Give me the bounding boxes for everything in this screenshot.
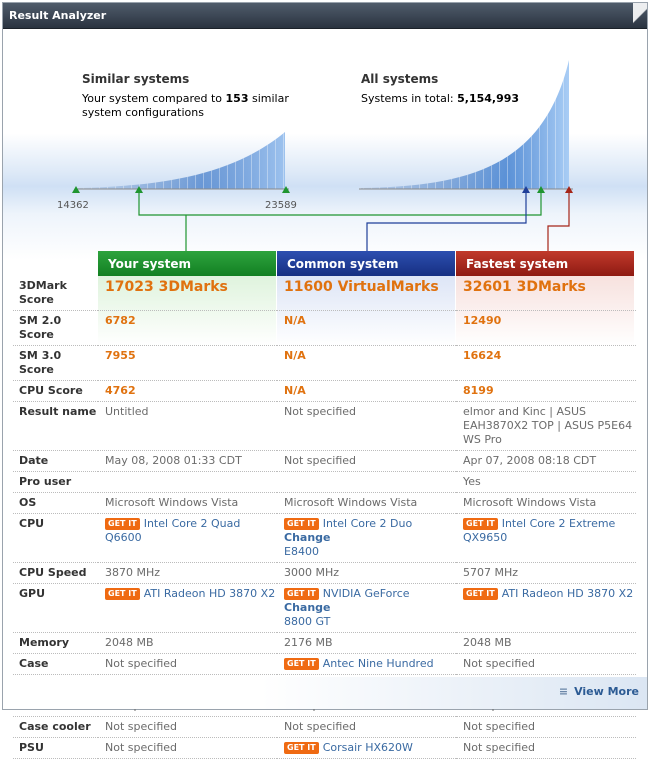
table-row xyxy=(13,402,636,451)
row-label: CPU xyxy=(13,514,98,563)
common-psu-link[interactable]: Corsair HX620W xyxy=(322,741,413,754)
fastest-pro-user: Yes xyxy=(456,472,636,493)
list-lines-icon: ≡ xyxy=(558,685,569,698)
change-gpu-link[interactable]: Change xyxy=(284,601,331,614)
table-row xyxy=(13,381,636,402)
change-cpu-link[interactable]: Change xyxy=(284,531,331,544)
row-label: Case xyxy=(13,654,98,675)
common-os: Microsoft Windows Vista xyxy=(277,493,456,514)
fastest-os: Microsoft Windows Vista xyxy=(456,493,636,514)
get-it-button[interactable]: GET IT xyxy=(284,658,319,670)
row-label: SM 3.0 Score xyxy=(13,346,98,381)
similar-max-label: 23589 xyxy=(265,200,297,211)
distribution-curves xyxy=(3,30,649,260)
window-title: Result Analyzer xyxy=(9,9,107,22)
common-sm2: N/A xyxy=(277,311,456,346)
all-systems-count: 5,154,993 xyxy=(457,92,520,105)
table-row xyxy=(13,493,636,514)
table-row xyxy=(13,472,636,493)
fastest-system-marker xyxy=(548,190,569,252)
your-score: 17023 3DMarks xyxy=(98,276,277,311)
your-cpu-speed: 3870 MHz xyxy=(98,563,277,584)
fastest-date: Apr 07, 2008 08:18 CDT xyxy=(456,451,636,472)
view-more-label: View More xyxy=(574,685,639,698)
row-label: OS xyxy=(13,493,98,514)
get-it-button[interactable]: GET IT xyxy=(284,742,319,754)
fastest-gpu-cell xyxy=(456,584,636,633)
your-cpu-score: 4762 xyxy=(98,381,277,402)
common-cpu-speed: 3000 MHz xyxy=(277,563,456,584)
corner-fold-icon xyxy=(633,3,647,29)
your-date: May 08, 2008 01:33 CDT xyxy=(98,451,277,472)
row-label: PSU xyxy=(13,738,98,759)
get-it-button[interactable]: GET IT xyxy=(463,588,498,600)
similar-count: 153 xyxy=(225,92,249,105)
your-psu: Not specified xyxy=(98,738,277,759)
common-cpu-link[interactable]: Intel Core 2 Duo xyxy=(322,517,413,530)
view-more-link[interactable] xyxy=(559,685,639,698)
row-label: Result name xyxy=(13,402,98,451)
row-label: CPU Speed xyxy=(13,563,98,584)
your-os: Microsoft Windows Vista xyxy=(98,493,277,514)
your-gpu-cell xyxy=(98,584,277,633)
similar-systems-line1: Your system compared to 153 similar xyxy=(82,92,289,105)
table-row xyxy=(13,584,636,633)
common-system-marker xyxy=(367,190,526,252)
similar-systems-heading: Similar systems xyxy=(82,72,190,86)
similar-systems-line2: system configurations xyxy=(82,106,204,119)
get-it-button[interactable]: GET IT xyxy=(284,518,319,530)
common-cpu-model[interactable]: E8400 xyxy=(284,545,319,558)
row-label: GPU xyxy=(13,584,98,633)
row-label: Date xyxy=(13,451,98,472)
get-it-button[interactable]: GET IT xyxy=(105,588,140,600)
table-row xyxy=(13,633,636,654)
your-case-cooler: Not specified xyxy=(98,717,277,738)
get-it-button[interactable]: GET IT xyxy=(284,588,319,600)
your-sm2: 6782 xyxy=(98,311,277,346)
fastest-case: Not specified xyxy=(456,654,636,675)
table-row xyxy=(13,311,636,346)
fastest-system-header: Fastest system xyxy=(456,251,634,276)
common-gpu-model[interactable]: 8800 GT xyxy=(284,615,331,628)
fastest-result-name: elmor and Kinc | ASUS EAH3870X2 TOP | ASUS P5E64 WS Pro xyxy=(456,402,636,451)
get-it-button[interactable]: GET IT xyxy=(463,518,498,530)
fastest-cpu-speed: 5707 MHz xyxy=(456,563,636,584)
common-memory: 2176 MB xyxy=(277,633,456,654)
fastest-cpu-link[interactable]: Intel Core 2 Extreme QX9650 xyxy=(463,517,616,544)
common-case-cooler: Not specified xyxy=(277,717,456,738)
panel-footer xyxy=(3,677,647,709)
table-row xyxy=(13,563,636,584)
table-row xyxy=(13,738,636,759)
common-gpu-cell xyxy=(277,584,456,633)
table-row xyxy=(13,514,636,563)
your-case: Not specified xyxy=(98,654,277,675)
all-systems-line1: Systems in total: 5,154,993 xyxy=(361,92,520,105)
similar-min-label: 14362 xyxy=(57,200,89,211)
your-result-name: Untitled xyxy=(98,402,277,451)
fastest-case-cooler: Not specified xyxy=(456,717,636,738)
distribution-graphs xyxy=(3,30,647,260)
fastest-sm2: 12490 xyxy=(456,311,636,346)
your-sm3: 7955 xyxy=(98,346,277,381)
fastest-cpu-cell xyxy=(456,514,636,563)
common-case-link[interactable]: Antec Nine Hundred xyxy=(322,657,434,670)
result-analyzer-panel xyxy=(2,2,648,754)
your-cpu-link[interactable]: Intel Core 2 Quad Q6600 xyxy=(105,517,241,544)
table-row xyxy=(13,346,636,381)
common-sm3: N/A xyxy=(277,346,456,381)
common-pro-user xyxy=(277,472,456,493)
your-system-marker xyxy=(139,190,541,252)
fastest-gpu-link[interactable]: ATI Radeon HD 3870 X2 xyxy=(501,587,634,600)
title-bar xyxy=(3,3,647,29)
common-score: 11600 VirtualMarks xyxy=(277,276,456,311)
common-gpu-link[interactable]: NVIDIA GeForce xyxy=(322,587,410,600)
common-result-name: Not specified xyxy=(277,402,456,451)
your-pro-user xyxy=(98,472,277,493)
common-date: Not specified xyxy=(277,451,456,472)
fastest-sm3: 16624 xyxy=(456,346,636,381)
common-cpu-cell xyxy=(277,514,456,563)
table-row xyxy=(13,717,636,738)
fastest-cpu-score: 8199 xyxy=(456,381,636,402)
common-system-header: Common system xyxy=(277,251,455,276)
your-gpu-link[interactable]: ATI Radeon HD 3870 X2 xyxy=(143,587,276,600)
row-label: Pro user xyxy=(13,472,98,493)
row-label: Memory xyxy=(13,633,98,654)
fastest-memory: 2048 MB xyxy=(456,633,636,654)
fastest-psu: Not specified xyxy=(456,738,636,759)
table-row xyxy=(13,654,636,675)
get-it-button[interactable]: GET IT xyxy=(105,518,140,530)
table-row xyxy=(13,451,636,472)
row-label: CPU Score xyxy=(13,381,98,402)
row-label: SM 2.0 Score xyxy=(13,311,98,346)
your-system-header: Your system xyxy=(98,251,276,276)
your-memory: 2048 MB xyxy=(98,633,277,654)
common-cpu-score: N/A xyxy=(277,381,456,402)
row-label: Case cooler xyxy=(13,717,98,738)
all-systems-heading: All systems xyxy=(361,72,439,86)
your-cpu-cell xyxy=(98,514,277,563)
table-row xyxy=(13,276,636,311)
fastest-score: 32601 3DMarks xyxy=(456,276,636,311)
common-case-cell xyxy=(277,654,456,675)
common-psu-cell xyxy=(277,738,456,759)
row-label: 3DMark Score xyxy=(13,276,98,311)
